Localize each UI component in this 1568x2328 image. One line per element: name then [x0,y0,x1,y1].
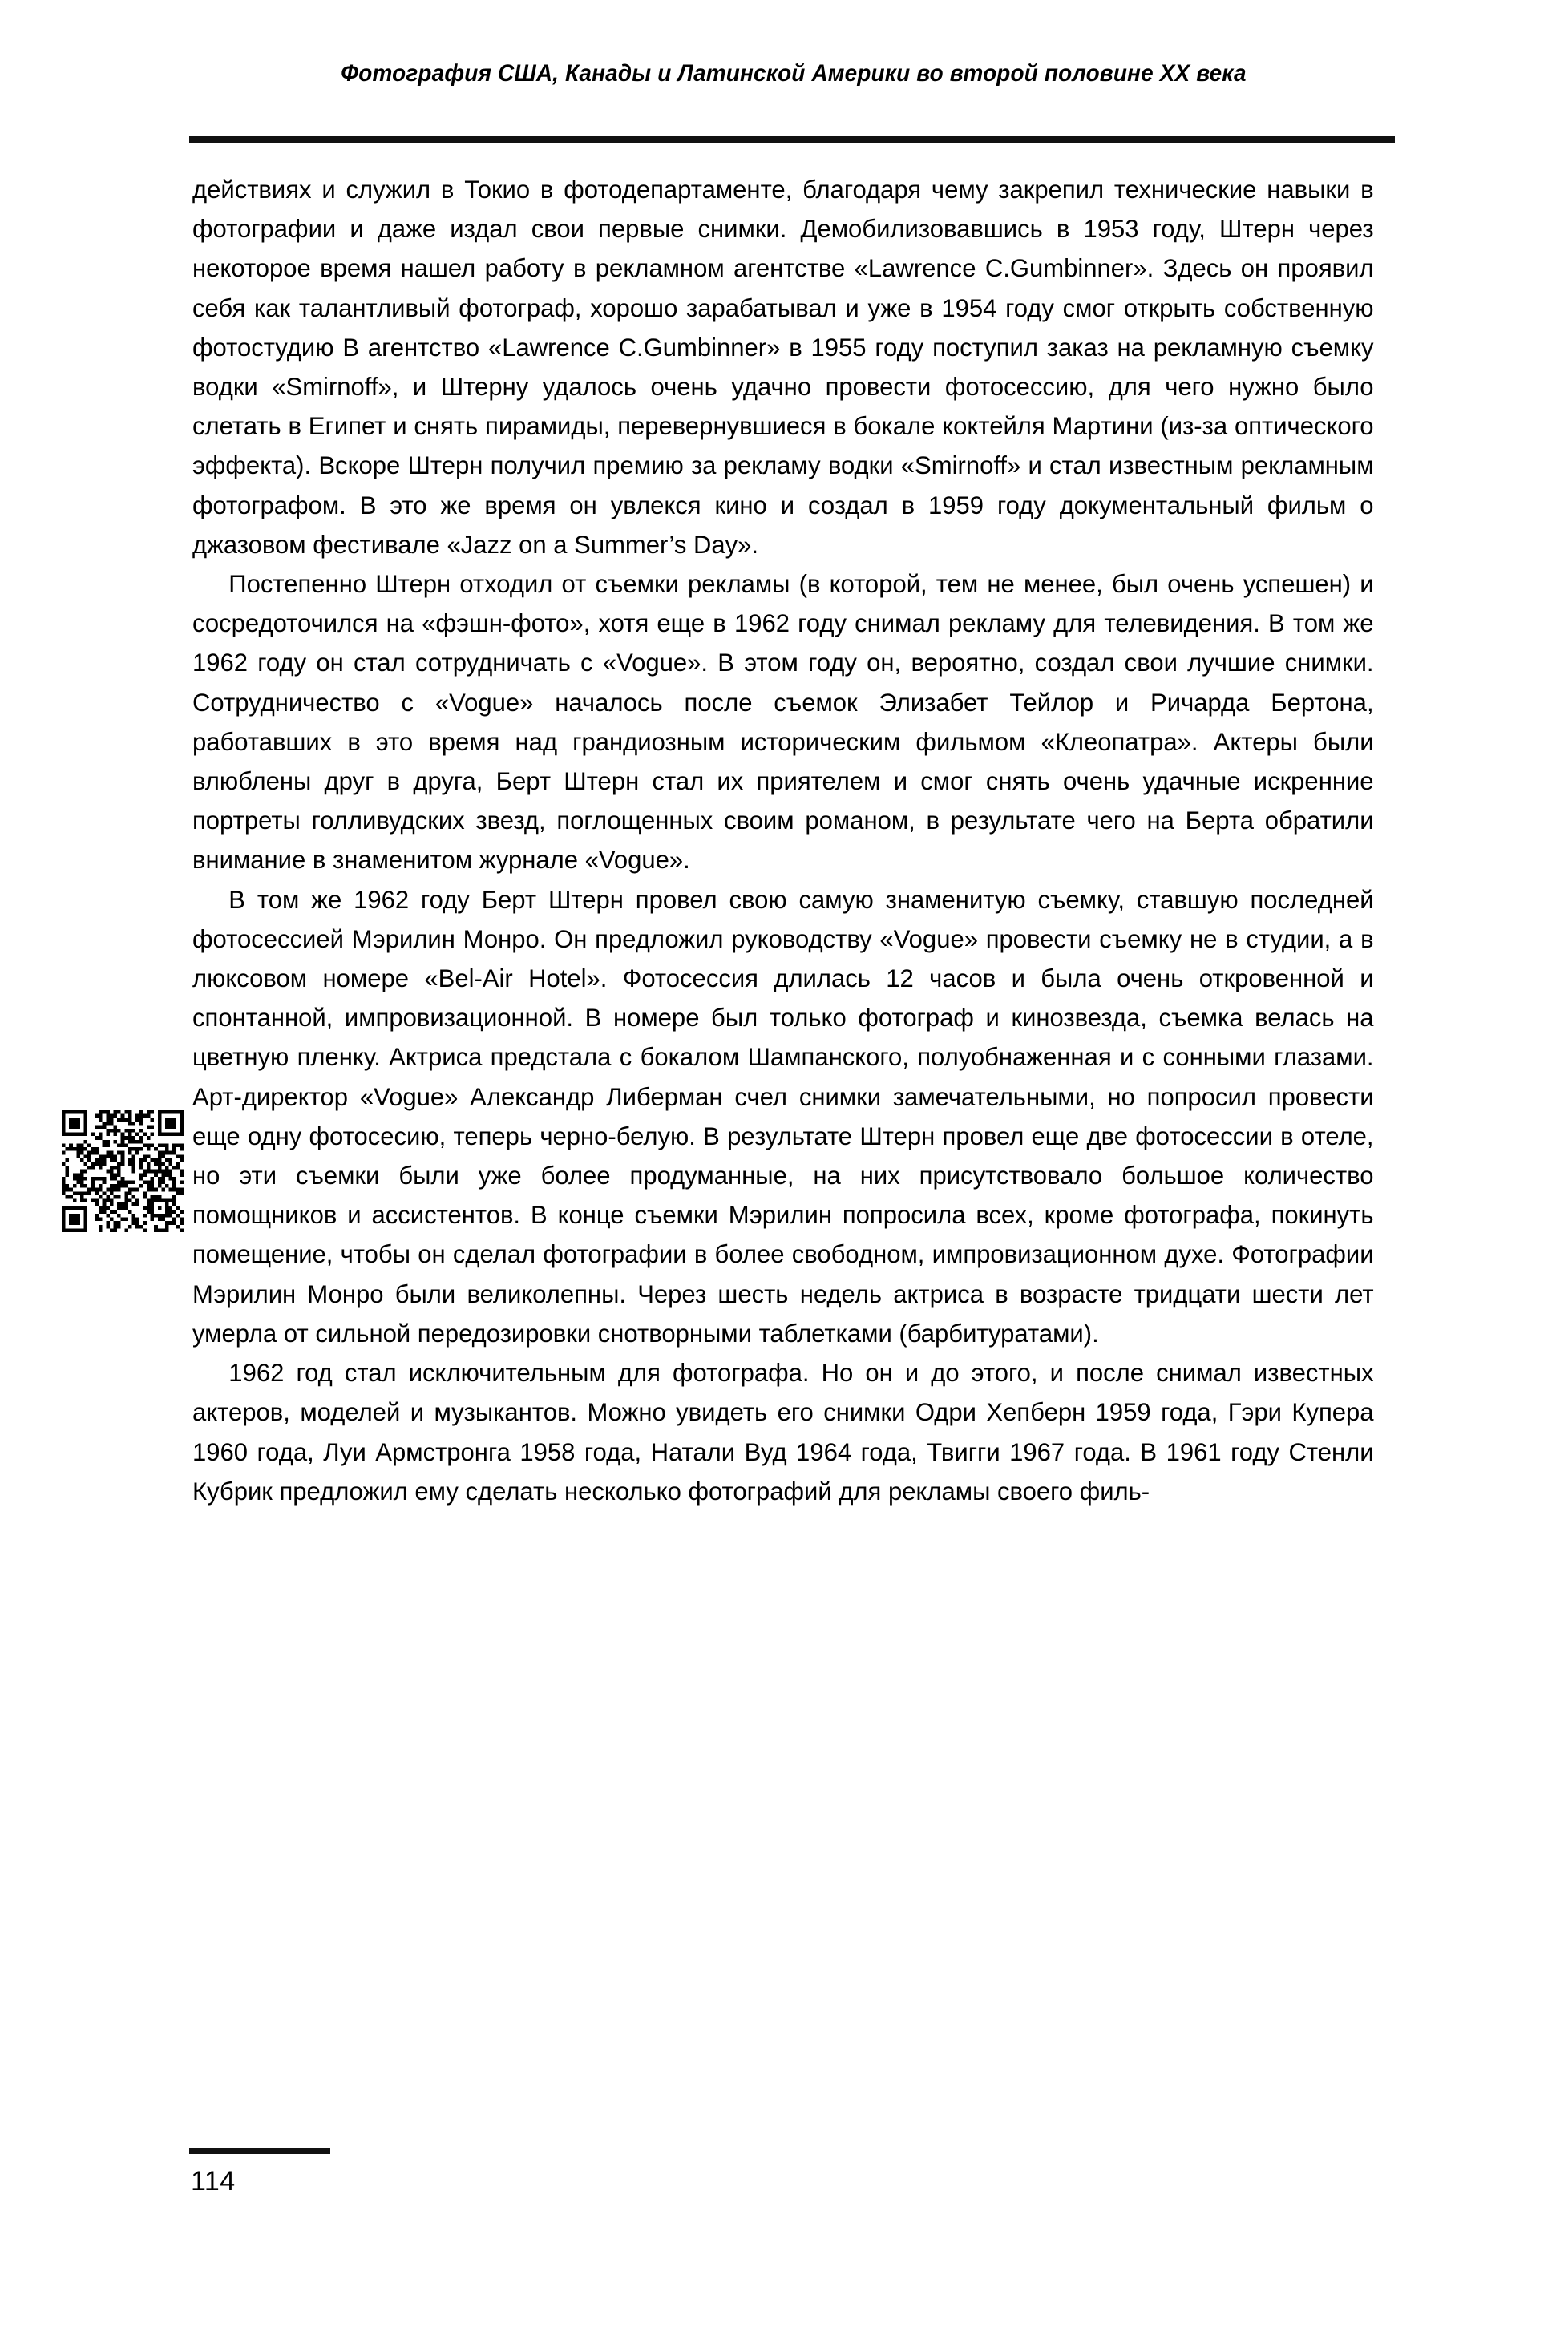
paragraph-1: действиях и служил в Токио в фотодепартаменте, благодаря чему закрепил технические навыки в фотографии и даже издал свои первые снимки. Демобилизовавшись в 1953 году, Штерн через некоторое время нашел работу в рекламном агентстве «Lawrence C.Gumbinner». Здесь он проявил себя как талантливый фотограф, хорошо зарабатывал и уже в 1954 году смог открыть собственную фотостудию В агентство «Lawrence C.Gumbinner» в 1955 году поступил заказ на рекламную съемку водки «Smirnoff», и Штерну удалось очень удачно провести фотосессию, для чего нужно было слетать в Египет и снять пирамиды, перевернувшиеся в бокале коктейля Мартини (из-за оптического эффекта). Вскоре Штерн получил премию за рекламу водки «Smirnoff» и стал известным рекламным фотографом. В это же время он увлекся кино и создал в 1959 году документальный фильм о джазовом фестивале «Jazz on a Summer’s Day». [192,175,1374,559]
footer-rule [189,2148,330,2154]
paragraph-2: Постепенно Штерн отходил от съемки рекламы (в которой, тем не менее, был очень успешен) и сосредоточился на «фэшн-фото», хотя еще в 1962 году снимал рекламу для телевидения. В том же 1962 году он стал сотрудничать с «Vogue». В этом году он, вероятно, создал свои лучшие снимки. Сотрудничество с «Vogue» началось после съемок Элизабет Тейлор и Ричарда Бертона, работавших в это время над грандиозным историческим фильмом «Клеопатра». Актеры были влюблены друг в друга, Берт Штерн стал их приятелем и смог снять очень удачные искренние портреты голливудских звезд, поглощенных своим романом, в результате чего на Берта обратили внимание в знаменитом журнале «Vogue». [192,569,1374,875]
qr-code [62,1110,184,1232]
running-head: Фотография США, Канады и Латинской Америки во второй половине XX века [341,60,1247,87]
header-rule [189,136,1395,143]
page-number: 114 [191,2166,236,2197]
paragraph-4: 1962 год стал исключительным для фотографа. Но он и до этого, и после снимал известных актеров, моделей и музыкантов. Можно увидеть его снимки Одри Хепберн 1959 года, Гэри Купера 1960 года, Луи Армстронга 1958 года, Натали Вуд 1964 года, Твигги 1967 года. В 1961 году Стенли Кубрик предложил ему сделать несколько фотографий для рекламы своего филь- [192,1358,1374,1506]
paragraph-3: В том же 1962 году Берт Штерн провел свою самую знаменитую съемку, ставшую последней фотосессией Мэрилин Монро. Он предложил руководству «Vogue» провести съемку не в студии, а в люксовом номере «Bel-Air Hotel». Фотосессия длилась 12 часов и была очень откровенной и спонтанной, импровизационной. В номере был только фотограф и кинозвезда, съемка велась на цветную пленку. Актриса предстала с бокалом Шампанского, полуобнаженная и с сонными глазами. Арт-директор «Vogue» Александр Либерман счел снимки замечательными, но попросил провести еще одну фотосесию, теперь черно-белую. В результате Штерн провел еще две фотосессии в отеле, но эти съемки были уже более продуманные, на них присутствовало большое количество помощников и ассистентов. В конце съемки Мэрилин попросила всех, кроме фотографа, покинуть помещение, чтобы он сделал фотографии в более свободном, импровизационном духе. Фотографии Мэрилин Монро были великолепны. Через шесть недель актриса в возрасте тридцати шести лет умерла от сильной передозировки снотворными таблетками (барбитуратами). [192,884,1374,1348]
body-text-column [192,170,1392,1511]
